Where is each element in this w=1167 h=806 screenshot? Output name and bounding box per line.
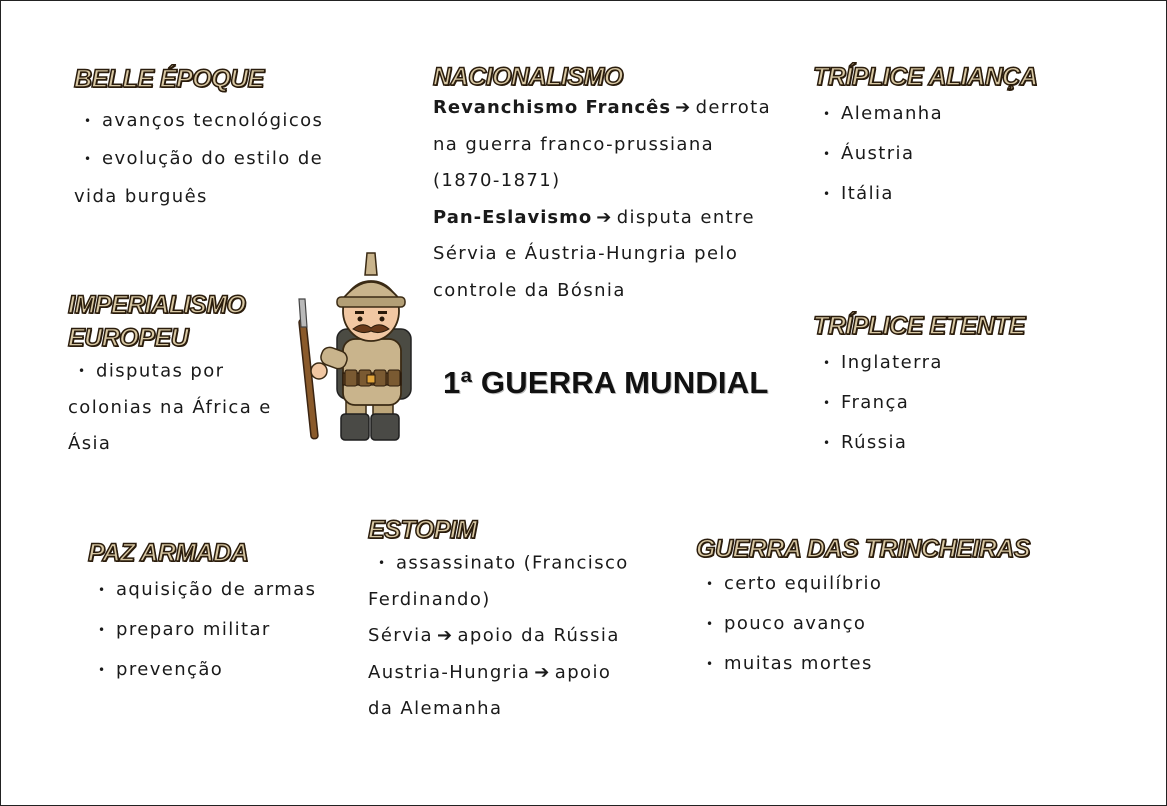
heading-belle-epoque: BELLE ÉPOQUE: [74, 65, 264, 93]
list-item: • Alemanha: [813, 94, 1037, 134]
section-belle-epoque: [74, 64, 323, 216]
list-item: • prevenção: [88, 650, 316, 690]
list-item: • Inglaterra: [813, 343, 1025, 383]
section-triplice-alianca: [813, 62, 1037, 214]
list-item: • Áustria: [813, 134, 1037, 174]
bullet-icon: •: [823, 356, 832, 370]
bullet-icon: •: [823, 187, 832, 201]
bullet-icon: •: [823, 107, 832, 121]
triplice-alianca-list: [813, 94, 1037, 214]
list-item: • disputas por: [68, 353, 268, 390]
paz-armada-list: [88, 570, 316, 690]
list-item: • certo equilíbrio: [696, 564, 1030, 604]
section-trincheiras: [696, 534, 1030, 684]
bullet-icon: •: [823, 147, 832, 161]
arrow-right-icon: ➔: [534, 661, 551, 683]
bullet-icon: •: [78, 364, 87, 378]
nacionalismo-body: Revanchismo Francês ➔ derrota na guerra franco-prussiana (1870-1871) Pan-Eslavismo ➔ disputa entre Sérvia e Áustria-Hungria pelo controle da Bósnia: [433, 90, 771, 309]
list-item: • França: [813, 383, 1025, 423]
heading-trincheiras: GUERRA DAS TRINCHEIRAS: [696, 535, 1030, 563]
section-paz-armada: [88, 538, 316, 690]
heading-estopim: ESTOPIM: [368, 516, 477, 544]
list-item-continuation: vida burguês: [74, 186, 208, 207]
trincheiras-list: [696, 564, 1030, 684]
main-title: 1ª GUERRA MUNDIAL: [443, 365, 769, 400]
bullet-icon: •: [378, 556, 387, 570]
bullet-icon: •: [706, 657, 715, 671]
list-item: • aquisição de armas: [88, 570, 316, 610]
section-estopim: [368, 515, 629, 728]
list-item: • muitas mortes: [696, 644, 1030, 684]
bullet-icon: •: [98, 623, 107, 637]
list-item: • assassinato (Francisco: [368, 545, 629, 582]
bullet-icon: •: [84, 152, 93, 166]
heading-paz-armada: PAZ ARMADA: [88, 539, 249, 567]
bullet-icon: •: [823, 436, 832, 450]
soldier-illustration: [291, 249, 421, 444]
list-item: • Rússia: [813, 423, 1025, 463]
term-revanchismo: Revanchismo Francês: [433, 97, 672, 118]
belle-epoque-body: [74, 102, 323, 216]
arrow-right-icon: ➔: [436, 625, 454, 647]
list-item: • Itália: [813, 174, 1037, 214]
heading-triplice-etente: TRÍPLICE ETENTE: [813, 312, 1025, 340]
bullet-icon: •: [823, 396, 832, 410]
bullet-icon: •: [706, 617, 715, 631]
imperialismo-body: • disputas por colonias na África e Ásia: [68, 353, 268, 463]
list-item: • pouco avanço: [696, 604, 1030, 644]
bullet-icon: •: [84, 114, 93, 128]
section-nacionalismo: [433, 62, 771, 309]
bullet-icon: •: [98, 663, 107, 677]
list-item: • preparo militar: [88, 610, 316, 650]
section-imperialismo: [68, 289, 272, 463]
heading-triplice-alianca: TRÍPLICE ALIANÇA: [813, 63, 1038, 91]
term-pan-eslavismo: Pan-Eslavismo: [433, 206, 593, 228]
heading-nacionalismo: NACIONALISMO: [433, 63, 623, 91]
section-triplice-etente: [813, 311, 1025, 463]
bullet-icon: •: [98, 583, 107, 597]
list-item: • avanços tecnológicos: [74, 102, 323, 140]
estopim-body: • assassinato (Francisco Ferdinando) Sérvia ➔ apoio da Rússia Austria-Hungria ➔ apoio da Alemanha: [368, 545, 629, 728]
triplice-etente-list: [813, 343, 1025, 463]
arrow-right-icon: ➔: [675, 97, 692, 118]
bullet-icon: •: [706, 577, 715, 591]
list-item: • evolução do estilo de: [74, 140, 323, 178]
arrow-right-icon: ➔: [596, 206, 613, 228]
heading-imperialismo: IMPERIALISMO EUROPEU: [68, 291, 246, 352]
